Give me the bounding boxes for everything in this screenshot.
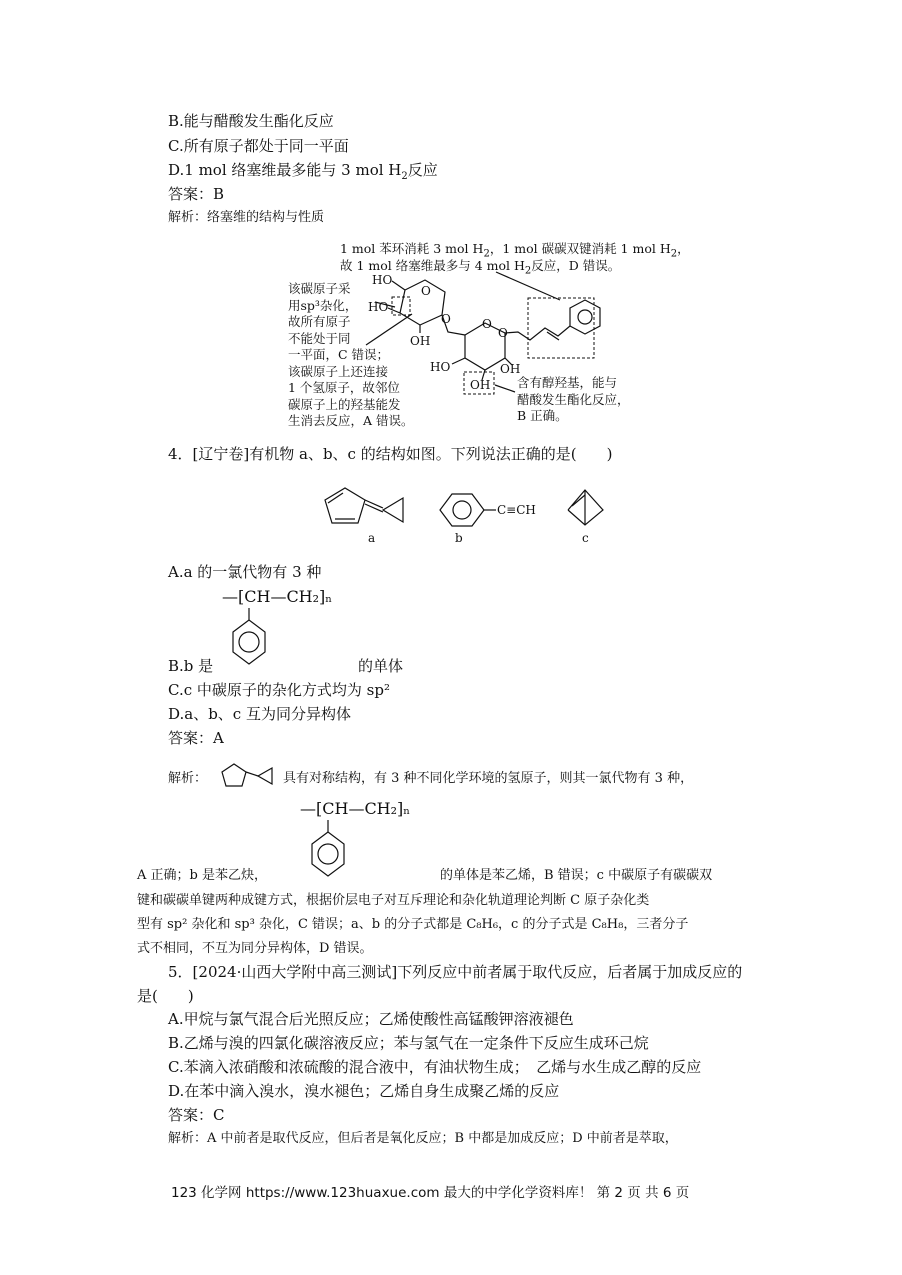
b-alkyne-group: C≡CH	[497, 503, 536, 517]
note-top-1a: 1 mol 苯环消耗 3 mol H	[340, 241, 484, 256]
q3-option-d-sub: 2	[401, 171, 408, 182]
note-right-line: 含有醇羟基，能与	[517, 375, 618, 390]
q4-option-b-pre: B.b 是	[168, 657, 214, 675]
note-top-1-sub-b: 2	[670, 248, 678, 260]
label-oh-6: OH	[470, 378, 491, 392]
q4-stem: 4．[辽宁卷]有机物 a、b、c 的结构如图。下列说法正确的是( )	[168, 445, 613, 463]
label-a: a	[368, 531, 376, 545]
note-top-1-sub-a: 2	[483, 248, 490, 260]
q3-option-b: B.能与醋酸发生酯化反应	[168, 112, 334, 130]
q4-answer: 答案：A	[168, 729, 224, 747]
q5-stem-1: 5．[2024·山西大学附中高三测试]下列反应中前者属于取代反应，后者属于加成反应的	[168, 963, 743, 981]
label-o-ring2: O	[482, 317, 492, 331]
label-b: b	[455, 531, 463, 545]
label-o-ether: O	[498, 326, 508, 340]
q4-analysis-5: 式不相同，不互为同分异构体，D 错误。	[137, 941, 373, 956]
q3-option-d-post: 反应	[407, 161, 438, 179]
label-ho-2: HO	[368, 300, 389, 314]
q4-analysis-label: 解析：	[168, 771, 208, 786]
analysis-poly-benzene	[312, 832, 344, 876]
q3-option-c: C.所有原子都处于同一平面	[168, 137, 349, 155]
q3-answer: 答案：B	[168, 185, 225, 203]
q4-option-c: C.c 中碳原子的杂化方式均为 sp²	[168, 681, 390, 699]
q5-answer: 答案：C	[168, 1106, 225, 1124]
note-left-line: 生消去反应，A 错误。	[288, 413, 414, 428]
q4-analysis-1: 具有对称结构，有 3 种不同化学环境的氢原子，则其一氯代物有 3 种，	[283, 771, 694, 786]
q5-analysis: 解析：A 中前者是取代反应，但后者是氧化反应；B 中都是加成反应；D 中前者是萃取，	[168, 1131, 678, 1146]
q5-option-c: C.苯滴入浓硝酸和浓硫酸的混合液中，有油状物生成； 乙烯与水生成乙醇的反应	[168, 1058, 702, 1076]
q4-analysis-3: 键和碳碳单键两种成键方式，根据价层电子对互斥理论和杂化轨道理论判断 C 原子杂化类	[137, 893, 650, 908]
note-top-2-sub: 2	[524, 265, 532, 277]
q5-option-d: D.在苯中滴入溴水，溴水褪色；乙烯自身生成聚乙烯的反应	[168, 1082, 560, 1100]
q4-polymer-formula: —[CH—CH₂]ₙ	[222, 587, 333, 606]
note-left-line: 该碳原子采	[288, 281, 351, 296]
q4-option-a: A.a 的一氯代物有 3 种	[168, 563, 322, 581]
page-footer: 123 化学网 https://www.123huaxue.com 最大的中学化学资料库！ 第 2 页 共 6 页	[171, 1185, 690, 1201]
note-top-2a: 故 1 mol 络塞维最多与 4 mol H	[340, 258, 525, 273]
label-ho-1: HO	[372, 273, 393, 287]
note-right-line: B 正确。	[517, 408, 568, 423]
note-left-line: 用sp³杂化，	[288, 297, 358, 313]
q4-analysis-2a: A 正确；b 是苯乙炔，	[137, 868, 267, 883]
q3-option-d-text: D.1 mol 络塞维最多能与 3 mol H	[168, 161, 402, 179]
q3-analysis: 解析：络塞维的结构与性质	[168, 210, 325, 225]
note-right-line: 醋酸发生酯化反应，	[517, 391, 630, 407]
label-o-link: O	[441, 312, 451, 326]
q4-option-b-post: 的单体	[358, 657, 404, 675]
label-c: c	[582, 531, 589, 545]
note-left-line: 该碳原子上还连接	[288, 363, 389, 379]
note-left-line: 一平面，C 错误；	[288, 347, 390, 362]
note-left-line: 不能处于同	[288, 330, 351, 346]
label-ho-4: HO	[430, 360, 451, 374]
q4-analysis-4: 型有 sp² 杂化和 sp³ 杂化，C 错误；a、b 的分子式都是 C₈H₆，c 的分子式是 C₈H₈，三者分子	[137, 917, 689, 932]
note-top-1c: ，	[677, 241, 690, 256]
label-o-ring1: O	[421, 284, 431, 298]
label-oh-5: OH	[500, 362, 521, 376]
q5-stem-2: 是( )	[137, 987, 194, 1005]
q4-option-d: D.a、b、c 互为同分异构体	[168, 705, 351, 723]
note-left-line: 碳原子上的羟基能发	[288, 396, 401, 412]
q4-analysis-2b: 的单体是苯乙烯，B 错误；c 中碳原子有碳碳双	[440, 868, 713, 883]
analysis-poly-circle	[318, 844, 338, 864]
note-left-line: 故所有原子	[288, 314, 351, 329]
q4-analysis-polymer: —[CH—CH₂]ₙ	[300, 799, 411, 818]
label-oh-3: OH	[410, 334, 431, 348]
note-left-line: 1 个氢原子，故邻位	[288, 380, 400, 395]
note-top-2b: 反应，D 错误。	[531, 258, 621, 273]
note-top-1b: ，1 mol 碳碳双键消耗 1 mol H	[489, 241, 671, 256]
q5-option-b: B.乙烯与溴的四氯化碳溶液反应；苯与氢气在一定条件下反应生成环己烷	[168, 1034, 649, 1052]
q5-option-a: A.甲烷与氯气混合后光照反应；乙烯使酸性高锰酸钾溶液褪色	[168, 1010, 574, 1028]
